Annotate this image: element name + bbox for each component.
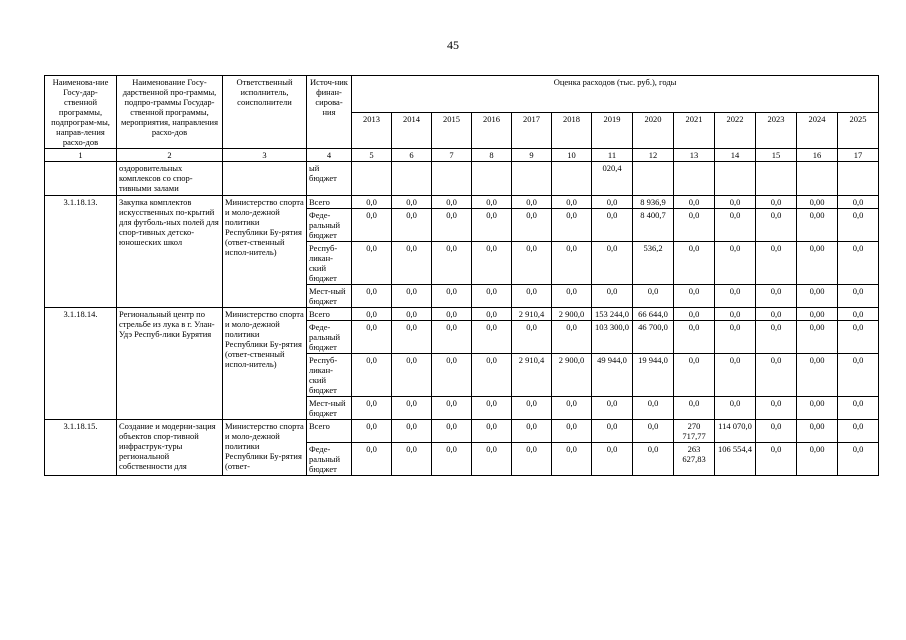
value-cell: 0,0	[674, 354, 715, 397]
column-index-row	[45, 149, 879, 162]
value-cell: 0,0	[432, 354, 472, 397]
value-cell: 2 900,0	[552, 308, 592, 321]
value-cell: 0,0	[512, 443, 552, 476]
value-cell: 0,0	[352, 321, 392, 354]
column-index: 1	[45, 149, 117, 162]
value-cell: 0,0	[838, 209, 879, 242]
code-cell: 3.1.18.15.	[45, 420, 117, 476]
value-cell: 0,0	[392, 285, 432, 308]
value-cell: 0,0	[352, 420, 392, 443]
header-name: Наименование Госу-дарственной про-граммы, подпро-граммы Государ-ственной программы, мероприятия, направления расхо-дов	[117, 76, 223, 149]
value-cell: 0,00	[797, 285, 838, 308]
value-cell: 0,0	[472, 196, 512, 209]
column-index: 15	[756, 149, 797, 162]
value-cell	[756, 162, 797, 196]
value-cell: 0,0	[352, 285, 392, 308]
year-header: 2018	[552, 112, 592, 149]
value-cell: 0,0	[432, 397, 472, 420]
value-cell: 0,0	[715, 354, 756, 397]
value-cell: 0,0	[633, 420, 674, 443]
value-cell: 0,0	[715, 196, 756, 209]
value-cell: 0,0	[552, 242, 592, 285]
value-cell: 0,0	[392, 321, 432, 354]
value-cell	[552, 162, 592, 196]
table-row	[45, 420, 879, 443]
value-cell	[674, 162, 715, 196]
value-cell: 0,0	[756, 285, 797, 308]
year-header: 2025	[838, 112, 879, 149]
value-cell: 0,0	[352, 354, 392, 397]
value-cell: 0,0	[472, 420, 512, 443]
value-cell: 536,2	[633, 242, 674, 285]
value-cell: 0,0	[674, 397, 715, 420]
value-cell: 0,0	[592, 443, 633, 476]
value-cell: 0,0	[838, 196, 879, 209]
name-cell: Региональный центр по стрельбе из лука в г. Улан-Удэ Респуб-лики Бурятия	[117, 308, 223, 420]
value-cell: 0,0	[715, 209, 756, 242]
value-cell: 0,0	[472, 308, 512, 321]
value-cell	[633, 162, 674, 196]
value-cell: 0,0	[432, 209, 472, 242]
value-cell: 0,0	[512, 397, 552, 420]
value-cell: 106 554,4	[715, 443, 756, 476]
year-header: 2019	[592, 112, 633, 149]
value-cell: 0,0	[592, 397, 633, 420]
value-cell: 0,0	[392, 354, 432, 397]
value-cell: 0,0	[592, 285, 633, 308]
value-cell: 020,4	[592, 162, 633, 196]
value-cell: 0,0	[392, 397, 432, 420]
header-source: Источ-ник финан-сирова-ния	[307, 76, 352, 149]
value-cell	[432, 162, 472, 196]
name-cell: Создание и модерни-зация объектов спор-тивной инфраструк-туры региональной собственности для	[117, 420, 223, 476]
value-cell: 0,00	[797, 354, 838, 397]
source-cell: ый бюджет	[307, 162, 352, 196]
responsible-cell: Министерство спорта и моло-дежной политики Республики Бу-рятия (ответ-ственный испол-нитель)	[223, 196, 307, 308]
value-cell: 0,0	[756, 397, 797, 420]
value-cell: 0,0	[592, 209, 633, 242]
value-cell: 0,0	[472, 285, 512, 308]
value-cell: 0,0	[715, 397, 756, 420]
value-cell: 0,0	[512, 209, 552, 242]
column-index: 9	[512, 149, 552, 162]
value-cell: 0,0	[838, 285, 879, 308]
value-cell: 0,0	[352, 242, 392, 285]
value-cell: 0,0	[674, 285, 715, 308]
source-cell: Всего	[307, 308, 352, 321]
value-cell: 0,0	[352, 209, 392, 242]
value-cell	[392, 162, 432, 196]
value-cell: 0,00	[797, 321, 838, 354]
value-cell: 0,0	[432, 285, 472, 308]
value-cell: 0,0	[432, 420, 472, 443]
value-cell: 0,0	[592, 242, 633, 285]
value-cell: 0,0	[715, 308, 756, 321]
value-cell	[715, 162, 756, 196]
value-cell: 0,0	[756, 308, 797, 321]
value-cell: 0,0	[838, 397, 879, 420]
value-cell: 2 910,4	[512, 354, 552, 397]
name-cell: Закупка комплектов искусственных по-крытий для футболь-ных полей для спор-тивных детско-юношеских школ	[117, 196, 223, 308]
value-cell: 0,0	[838, 420, 879, 443]
value-cell: 0,0	[838, 321, 879, 354]
value-cell: 0,0	[715, 242, 756, 285]
value-cell: 0,0	[633, 285, 674, 308]
column-index: 11	[592, 149, 633, 162]
value-cell: 46 700,0	[633, 321, 674, 354]
column-index: 7	[432, 149, 472, 162]
page-number: 45	[447, 38, 459, 52]
value-cell: 0,0	[674, 308, 715, 321]
value-cell: 0,0	[432, 443, 472, 476]
value-cell: 0,0	[674, 209, 715, 242]
value-cell: 0,0	[392, 196, 432, 209]
value-cell: 0,0	[838, 443, 879, 476]
value-cell: 0,0	[592, 420, 633, 443]
column-index: 2	[117, 149, 223, 162]
value-cell: 0,0	[756, 420, 797, 443]
value-cell: 0,0	[392, 308, 432, 321]
year-header: 2016	[472, 112, 512, 149]
value-cell: 0,0	[633, 397, 674, 420]
value-cell: 19 944,0	[633, 354, 674, 397]
value-cell: 0,0	[552, 443, 592, 476]
value-cell: 0,0	[838, 242, 879, 285]
value-cell: 0,0	[432, 308, 472, 321]
value-cell: 0,0	[674, 242, 715, 285]
value-cell: 103 300,0	[592, 321, 633, 354]
source-cell: Феде-ральный бюджет	[307, 443, 352, 476]
value-cell: 2 900,0	[552, 354, 592, 397]
value-cell: 0,0	[756, 443, 797, 476]
value-cell	[472, 162, 512, 196]
header-program: Наименова-ние Госу-дар-ственной программы, подпрограм-мы, направ-ления расхо-дов	[45, 76, 117, 149]
name-cell: оздоровительных комплексов со спор-тивными залами	[117, 162, 223, 196]
value-cell: 0,00	[797, 196, 838, 209]
source-cell: Мест-ный бюджет	[307, 397, 352, 420]
value-cell: 0,0	[432, 242, 472, 285]
value-cell: 0,0	[352, 308, 392, 321]
value-cell: 0,00	[797, 209, 838, 242]
column-index: 8	[472, 149, 512, 162]
value-cell	[512, 162, 552, 196]
value-cell: 0,0	[352, 397, 392, 420]
value-cell: 263 627,83	[674, 443, 715, 476]
column-index: 14	[715, 149, 756, 162]
value-cell: 114 070,0	[715, 420, 756, 443]
year-header: 2020	[633, 112, 674, 149]
value-cell: 0,0	[432, 321, 472, 354]
column-index: 4	[307, 149, 352, 162]
expenses-table	[44, 75, 879, 476]
value-cell: 0,0	[472, 242, 512, 285]
value-cell: 0,0	[552, 397, 592, 420]
value-cell: 0,0	[633, 443, 674, 476]
year-header: 2022	[715, 112, 756, 149]
value-cell: 0,0	[552, 420, 592, 443]
code-cell: 3.1.18.14.	[45, 308, 117, 420]
value-cell: 0,0	[552, 285, 592, 308]
value-cell: 0,0	[472, 443, 512, 476]
value-cell: 270 717,77	[674, 420, 715, 443]
value-cell: 0,0	[472, 354, 512, 397]
column-index: 10	[552, 149, 592, 162]
value-cell: 0,0	[472, 209, 512, 242]
value-cell: 0,0	[838, 354, 879, 397]
column-index: 13	[674, 149, 715, 162]
year-header: 2013	[352, 112, 392, 149]
table-row	[45, 308, 879, 321]
source-cell: Респуб-ликан-ский бюджет	[307, 242, 352, 285]
column-index: 17	[838, 149, 879, 162]
code-cell	[45, 162, 117, 196]
column-index: 6	[392, 149, 432, 162]
table-row	[45, 162, 879, 196]
year-header: 2021	[674, 112, 715, 149]
value-cell: 2 910,4	[512, 308, 552, 321]
value-cell: 0,0	[552, 196, 592, 209]
value-cell: 153 244,0	[592, 308, 633, 321]
value-cell: 8 400,7	[633, 209, 674, 242]
value-cell: 0,0	[756, 321, 797, 354]
value-cell: 0,0	[756, 242, 797, 285]
value-cell: 0,00	[797, 420, 838, 443]
year-header: 2014	[392, 112, 432, 149]
value-cell: 0,0	[512, 321, 552, 354]
value-cell: 0,0	[352, 443, 392, 476]
year-header: 2024	[797, 112, 838, 149]
value-cell: 0,00	[797, 397, 838, 420]
year-header: 2017	[512, 112, 552, 149]
column-index: 5	[352, 149, 392, 162]
header-responsible: Ответственный исполнитель, соисполнители	[223, 76, 307, 149]
value-cell: 0,0	[715, 285, 756, 308]
value-cell: 0,0	[756, 354, 797, 397]
responsible-cell: Министерство спорта и моло-дежной политики Республики Бу-рятия (ответ-	[223, 420, 307, 476]
value-cell: 0,0	[392, 420, 432, 443]
year-header: 2015	[432, 112, 472, 149]
value-cell: 0,0	[472, 321, 512, 354]
header-expenses: Оценка расходов (тыс. руб.), годы	[352, 76, 879, 113]
value-cell: 0,0	[512, 420, 552, 443]
responsible-cell	[223, 162, 307, 196]
value-cell: 0,0	[756, 196, 797, 209]
value-cell: 0,0	[715, 321, 756, 354]
source-cell: Всего	[307, 420, 352, 443]
value-cell: 0,0	[392, 443, 432, 476]
value-cell: 0,0	[756, 209, 797, 242]
value-cell: 0,0	[838, 308, 879, 321]
source-cell: Всего	[307, 196, 352, 209]
source-cell: Респуб-ликан-ский бюджет	[307, 354, 352, 397]
value-cell: 0,0	[552, 209, 592, 242]
column-index: 12	[633, 149, 674, 162]
value-cell: 0,0	[674, 196, 715, 209]
value-cell: 0,00	[797, 443, 838, 476]
source-cell: Мест-ный бюджет	[307, 285, 352, 308]
value-cell: 0,0	[432, 196, 472, 209]
value-cell: 0,0	[592, 196, 633, 209]
column-index: 3	[223, 149, 307, 162]
value-cell: 0,0	[472, 397, 512, 420]
value-cell: 0,0	[512, 285, 552, 308]
value-cell: 0,00	[797, 308, 838, 321]
value-cell: 0,0	[392, 242, 432, 285]
year-header: 2023	[756, 112, 797, 149]
value-cell	[352, 162, 392, 196]
value-cell: 0,0	[512, 242, 552, 285]
value-cell: 0,0	[392, 209, 432, 242]
value-cell	[838, 162, 879, 196]
value-cell: 0,0	[674, 321, 715, 354]
value-cell: 0,0	[552, 321, 592, 354]
value-cell	[797, 162, 838, 196]
value-cell: 8 936,9	[633, 196, 674, 209]
value-cell: 0,00	[797, 242, 838, 285]
value-cell: 66 644,0	[633, 308, 674, 321]
code-cell: 3.1.18.13.	[45, 196, 117, 308]
source-cell: Феде-ральный бюджет	[307, 209, 352, 242]
table-row	[45, 196, 879, 209]
column-index: 16	[797, 149, 838, 162]
value-cell: 0,0	[512, 196, 552, 209]
source-cell: Феде-ральный бюджет	[307, 321, 352, 354]
value-cell: 0,0	[352, 196, 392, 209]
value-cell: 49 944,0	[592, 354, 633, 397]
responsible-cell: Министерство спорта и моло-дежной политики Республики Бу-рятия (ответ-ственный испол-нитель)	[223, 308, 307, 420]
